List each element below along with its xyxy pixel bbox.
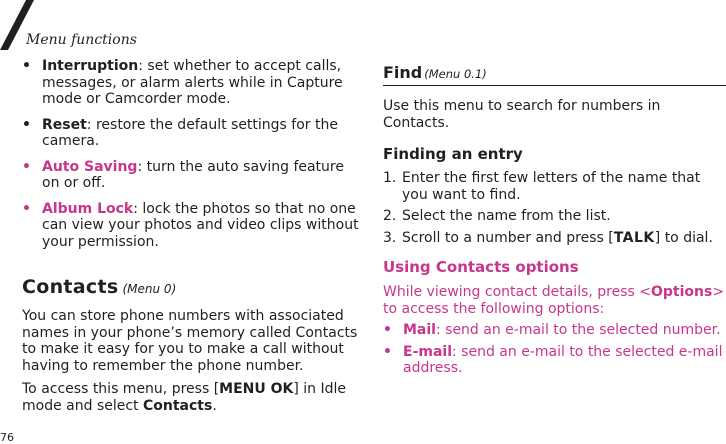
step-text: Enter the first few letters of the name that you want to find. [402, 170, 701, 203]
step-text: Select the name from the list. [402, 208, 611, 224]
find-section-title [383, 63, 726, 86]
list-item [22, 201, 362, 251]
right-column [383, 58, 726, 386]
step-number: 2. [383, 208, 397, 224]
section-title-text: Contacts [22, 276, 119, 298]
bullet-desc: : send an e-mail to the selected number. [435, 322, 721, 338]
text-fragment: ] in Idle mode and select [22, 381, 347, 414]
left-column [22, 58, 362, 414]
bullet-desc: : lock the photos so that no one can view your photos and video clips without your permission. [42, 200, 359, 250]
list-item [383, 170, 726, 203]
bullet-desc: : restore the default settings for the camera. [42, 116, 338, 149]
find-description: Use this menu to search for numbers in Contacts. [383, 98, 661, 131]
bullet-icon: • [22, 116, 31, 133]
contacts-description: You can store phone numbers with associated names in your phone’s memory called Contacts to make it easy for you to make a call without having to remember the phone number. [22, 308, 358, 374]
bullet-desc: : send an e-mail to the selected e-mail address. [403, 343, 723, 376]
step-text: Scroll to a number and press [ [402, 229, 614, 246]
menu-ref: (Menu 0.1) [424, 67, 487, 81]
list-item [383, 208, 726, 225]
finding-steps-list [383, 170, 726, 246]
text-fragment: While viewing contact details, press < [383, 284, 651, 300]
text-fragment: > to access the following options: [383, 284, 725, 317]
list-item [22, 117, 362, 150]
section-title-text: Find [383, 63, 423, 82]
bullet-desc: : turn the auto saving feature on or off. [42, 158, 344, 191]
menu-ref: (Menu 0) [122, 282, 177, 296]
step-text: ] to dial. [654, 229, 713, 246]
list-item [383, 230, 726, 247]
text-fragment: . [212, 397, 217, 414]
bullet-term: Auto Saving [42, 158, 138, 175]
page-number: 76 [0, 431, 14, 444]
bullet-icon: • [383, 322, 392, 338]
bullet-icon: • [22, 58, 31, 74]
step-number: 3. [383, 229, 397, 246]
list-item [22, 58, 362, 108]
key-label: TALK [613, 229, 655, 246]
step-number: 1. [383, 170, 397, 186]
text-fragment: To access this menu, press [ [22, 381, 220, 397]
list-item [22, 159, 362, 192]
key-label: MENU OK [219, 381, 294, 397]
bullet-term: Album Lock [42, 200, 134, 217]
options-intro [383, 284, 726, 317]
camera-settings-list [22, 58, 362, 250]
bullet-term: Interruption [42, 58, 139, 74]
contacts-section-title [22, 276, 362, 298]
bullet-desc: : set whether to accept calls, messages, or alarm alerts while in Capture mode or Camcorder mode. [42, 58, 343, 107]
list-item [383, 344, 726, 377]
options-list [383, 322, 726, 377]
finding-entry-title: Finding an entry [383, 145, 523, 163]
header-title: Menu functions [26, 32, 137, 48]
contacts-access-instructions [22, 381, 362, 414]
contacts-options-title: Using Contacts options [383, 258, 579, 276]
softkey-label: Options [651, 284, 713, 300]
menu-label: Contacts [143, 397, 213, 414]
list-item [383, 322, 726, 339]
bullet-term: E-mail [403, 343, 453, 360]
bullet-term: Mail [403, 322, 436, 338]
bullet-icon: • [383, 343, 392, 360]
bullet-term: Reset [42, 116, 87, 133]
bullet-icon: • [22, 200, 31, 217]
bullet-icon: • [22, 158, 31, 175]
